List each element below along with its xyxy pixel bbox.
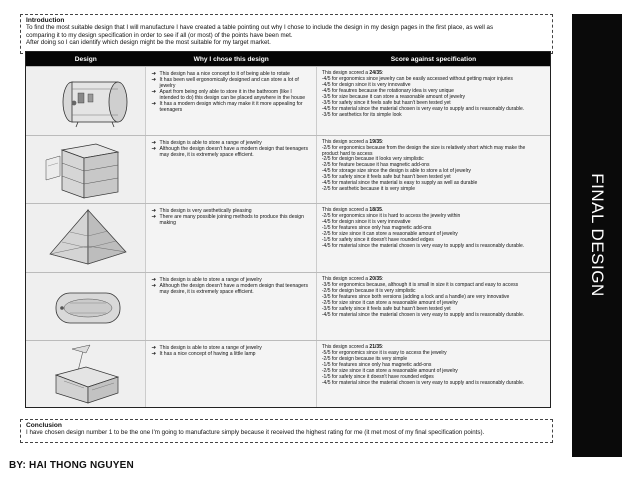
score-line: -2/5 for size since it can store a reasonable amount of jewelry [321,231,458,237]
header-score: Score against specification [390,55,477,63]
table-row [26,135,550,204]
score-line: -2/5 for design because it looks very simplistic [321,156,424,163]
score-cell [317,204,550,272]
score-line: -2/5 for size since it can store a reasonable amount of jewelry [321,368,458,375]
score-line: -3/5 for features since both versions (adding a lock and a handle) are very innovative [321,293,510,300]
design-3-sketch [26,204,146,272]
score-line: -4/5 for material since the material chosen is very easy to supply and is reasonably durable. [321,380,525,387]
score-line: -3/5 for aesthetics for its simple look [321,111,402,118]
reason-item: ➔ This design is able to store a range of jewelry [151,276,262,283]
header-why: Why I chose this design [193,55,269,63]
why-cell [146,67,317,135]
score-line: -4/5 for storage size since the design is able to store a lot of jewelry [321,168,471,175]
score-summary: This design scored a 18/35. [321,207,384,214]
score-line: -2/5 for ergonomics since it is hard to access the jewelry within [321,213,461,220]
score-summary: This design scored a 20/35: [321,275,384,282]
why-cell [146,341,317,408]
introduction-line: To find the most suitable design that I will manufacture I have created a table pointing out why I chose to include the design in my design pages in the first place, as well as [26,24,494,32]
table-header [26,52,550,66]
score-cell [317,67,550,135]
arrow-icon: ➔ [151,214,157,221]
sidebar-title: FINAL DESIGN [588,173,607,297]
arrow-icon: ➔ [151,145,157,152]
score-line: product hard to access [321,150,373,157]
score-cell [317,136,550,204]
score-line: -2/5 for ergonomics because from the design the size is relatively short which may make the [321,144,526,151]
reason-item: ➔ Although the design doesn't have a modern design that teenagers may desire, it is extremely space efficient. [151,145,309,158]
cylinder-jewelry-box-sketch [26,67,146,135]
introduction-box [20,14,553,54]
reason-item: ➔ It has a nice concept of having a little lamp [151,351,256,358]
score-line: -4/5 for feautres because the rotationary idea is very unique [321,87,454,94]
arrow-icon: ➔ [151,351,157,358]
reason-item: ➔ Although the design doesn't have a modern design that teenagers may desire, it is extremely space efficient. [151,282,309,295]
design-5-sketch [26,341,146,408]
score-summary: This design scored a 21/35: [321,344,384,351]
score-line: -1/5 for features since only has magnetic add-ons [321,225,432,232]
reason-item: ➔ Apart from being only able to store it in the bathroom (like I intended to do) this design can be placed anywhere in the house [151,89,306,101]
score-line: -3/5 for size because it can store a reasonable amount of jewelry [321,93,466,100]
arrow-icon: ➔ [151,276,157,283]
arrow-icon: ➔ [151,282,157,289]
score-cell [317,273,550,341]
score-line: -4/5 for design since it is very innovative [321,81,411,88]
arrow-icon: ➔ [151,89,157,95]
score-line: -3/5 for safety since it feels safe but hasn't been tested yet [321,305,451,312]
pyramid-box-sketch [26,204,146,272]
why-cell [146,204,317,272]
reason-item: ➔ It has been well ergonomically designed and can store a lot of jewelry [151,77,299,89]
score-summary: This design scored a 19/35: [321,138,384,145]
reason-item: ➔ This design is able to store a range of jewelry [151,345,262,352]
reason-item: ➔ This design has a nice concept to it of being able to rotate [151,71,290,77]
score-line: -4/5 for ergonomics since jewelry can be easily accessed without getting major injuries [321,75,513,82]
arrow-icon: ➔ [151,77,157,83]
design-2-sketch [26,136,146,204]
score-line: -5/5 for ergonomics since it is easy to access the jewelry [321,350,447,357]
drawer-cabinet-sketch [26,136,146,204]
score-line: -3/5 for ergonomics because, although it is small in size it is compact and easy to access [321,281,519,288]
arrow-icon: ➔ [151,139,157,146]
conclusion-heading: Conclusion [26,422,62,429]
table-row [26,203,550,272]
design-1-sketch [26,67,146,135]
score-line: -2/5 for aesthetic because it is very simple [321,186,415,193]
score-cell [317,341,550,408]
lamp-jewelry-box-sketch [26,341,146,408]
score-line: -4/5 for design since it is very innovative [321,219,411,226]
header-design: Design [74,55,97,63]
conclusion-box [20,419,553,443]
score-line: -2/5 for design because its very simple [321,356,408,363]
score-line: -4/5 for material since the material is easy to supply as well as durable [321,180,478,187]
score-line: -2/5 for feature because it has magnetic add-ons [321,162,430,169]
introduction-line: comparing it to my design specification in order to see if all (or most) of the points have been met. [26,31,293,39]
why-cell [146,136,317,204]
rounded-case-sketch [26,273,146,341]
introduction-line: After doing so I can identify which design might be the most suitable for my target market. [26,38,271,46]
score-line: -2/5 for size since it can store a reasonable amount of jewelry [321,299,458,306]
reason-item: ➔ There are many possible joining methods to produce this design making [151,214,304,227]
table-row [26,66,550,135]
arrow-icon: ➔ [151,71,157,77]
why-cell [146,273,317,341]
score-line: -1/5 for safety since it doesn't have rounded edges [321,374,434,381]
reason-item: ➔ It has a modern design which may make it it more appealing for teenagers [151,101,303,113]
score-line: -3/5 for safety since it feels safe but hasn't been tested yet [321,99,451,106]
score-summary: This design scored a 24/35: [321,70,384,76]
reason-item: ➔ This design is able to store a range of jewelry [151,139,262,146]
score-line: -4/5 for material since the material chosen is very easy to supply and is reasonably durable. [321,311,525,318]
score-line: -1/5 for safety since it doesn't have rounded edges [321,236,434,243]
author-byline: BY: HAI THONG NGUYEN [9,460,134,471]
design-comparison-table [25,51,551,408]
score-line: -2/5 for design because it is very simplistic [321,287,416,294]
score-line: -3/5 for safety since it feels safe but hasn't been tested yet [321,174,451,181]
arrow-icon: ➔ [151,345,157,352]
table-row [26,340,550,408]
introduction-heading: Introduction [26,17,65,24]
conclusion-text: I have chosen design number 1 to be the one I'm going to manufacture simply because it received the highest rating for me (it met most of my final specification points). [26,429,485,437]
arrow-icon: ➔ [151,208,157,215]
table-row [26,272,550,341]
reason-item: ➔ This design is very aesthetically pleasing [151,208,252,215]
design-4-sketch [26,273,146,341]
score-line: -1/5 for features since only has magnetic add-ons [321,362,432,369]
score-line: -4/5 for material since the material chosen is very easy to supply and is reasonably durable. [321,105,525,112]
score-line: -4/5 for material since the material chosen is very easy to supply and is reasonably durable. [321,242,525,249]
arrow-icon: ➔ [151,101,157,107]
